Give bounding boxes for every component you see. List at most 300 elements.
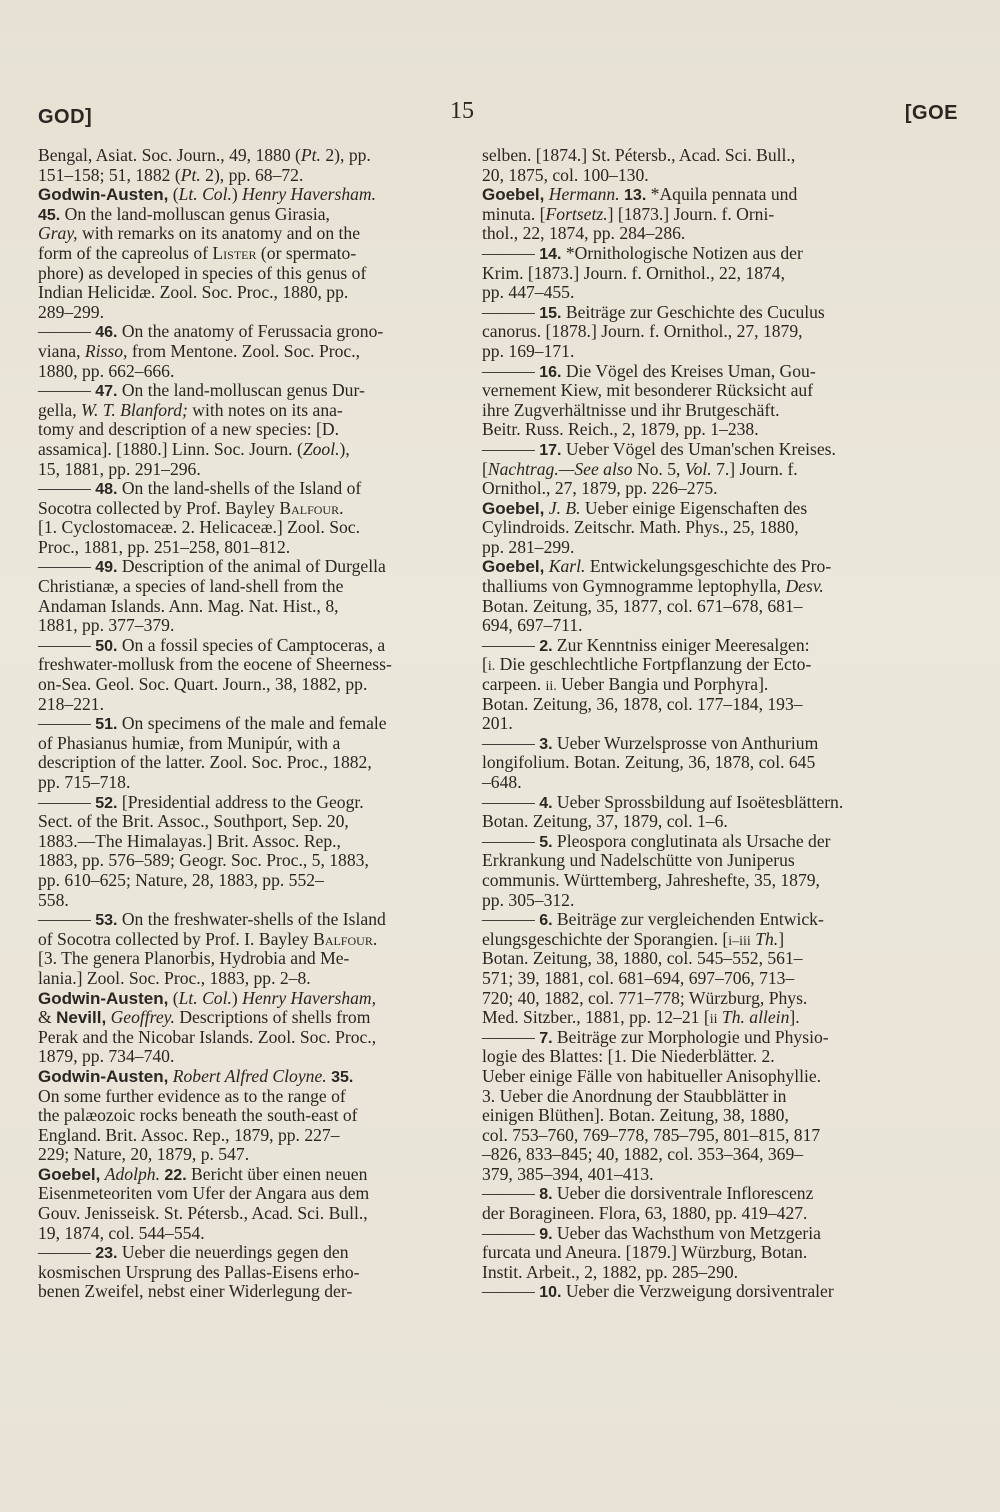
text-line [482, 1067, 910, 1087]
text-line [482, 1087, 910, 1107]
text-line [38, 1204, 466, 1224]
text-segment: tomy and description of a new species: [D. [38, 419, 339, 440]
text-segment: Robert Alfred Cloyne. [172, 1065, 327, 1086]
text-line [38, 1165, 466, 1185]
entry-number: 4. [539, 794, 553, 812]
text-line [482, 401, 910, 421]
text-line [38, 538, 466, 558]
text-line [482, 166, 910, 186]
text-line [38, 989, 466, 1009]
text-segment: Eisenmeteoriten vom Ufer der Angara aus dem [38, 1183, 370, 1204]
text-segment: Th. [755, 928, 779, 949]
header-right-guide: [GOE [904, 102, 958, 124]
text-segment: ——— [482, 1183, 540, 1204]
text-segment: ——— [482, 1222, 540, 1243]
page-number: 15 [450, 98, 474, 124]
text-segment: Beiträge zur Morphologie und Physio- [552, 1026, 829, 1047]
text-segment: of Socotra collected by Prof. I. Bayley [38, 928, 314, 949]
text-segment: ] [778, 928, 785, 949]
text-segment: 289–299. [38, 301, 104, 322]
text-line [38, 401, 466, 421]
text-line [38, 695, 466, 715]
text-line [482, 1204, 910, 1224]
text-line [38, 655, 466, 675]
text-segment: –826, 833–845; 40, 1882, col. 353–364, 369– [482, 1144, 804, 1165]
text-segment: 1881, pp. 377–379. [38, 615, 175, 636]
text-segment: col. 753–760, 769–778, 785–795, 801–815, 817 [482, 1124, 821, 1145]
text-line [38, 205, 466, 225]
text-segment: viana, [38, 340, 85, 361]
text-segment: ——— [482, 438, 540, 459]
author-name: Godwin-Austen, [38, 988, 169, 1008]
text-segment: 379, 385–394, 401–413. [482, 1163, 654, 1184]
text-segment: Pt. [180, 164, 201, 185]
text-segment: 694, 697–711. [482, 615, 583, 636]
text-line [38, 1028, 466, 1048]
text-segment: Ueber Wurzelsprosse von Anthurium [552, 732, 819, 753]
text-line [482, 303, 910, 323]
text-line [38, 1087, 466, 1107]
text-segment: Vol. [684, 458, 712, 479]
text-segment: ——— [38, 634, 96, 655]
text-segment: Die geschlechtliche Fortpflanzung der Ecto- [495, 654, 812, 675]
text-line [38, 616, 466, 636]
text-segment: No. 5, [632, 458, 685, 479]
text-line [482, 362, 910, 382]
entry-number: 3. [539, 735, 553, 753]
text-segment: kosmischen Ursprung des Pallas-Eisens erho- [38, 1261, 360, 1282]
text-segment: On the anatomy of Ferussacia grono- [117, 321, 384, 342]
text-segment: Botan. Zeitung, 36, 1878, col. 177–184, 193– [482, 693, 803, 714]
entry-number: 49. [95, 559, 118, 577]
text-segment: On the land-molluscan genus Dur- [117, 380, 365, 401]
text-segment: 1879, pp. 734–740. [38, 1046, 175, 1067]
text-segment: Gouv. Jenisseisk. St. Pétersb., Acad. Sci. Bull., [38, 1203, 368, 1224]
text-line [482, 851, 910, 871]
text-line [482, 930, 910, 950]
text-line [38, 851, 466, 871]
text-line [482, 714, 910, 734]
text-line [482, 557, 910, 577]
text-segment: ——— [482, 909, 540, 930]
text-segment: on-Sea. Geol. Soc. Quart. Journ., 38, 1882, pp. [38, 674, 368, 695]
text-segment: ——— [482, 830, 540, 851]
text-segment: ) [231, 184, 243, 205]
author-name: Goebel, [482, 498, 545, 518]
text-segment: Henry Haversham. [242, 184, 377, 205]
text-segment: Th. allein [721, 1007, 790, 1028]
text-segment: longifolium. Botan. Zeitung, 36, 1878, col. 645 [482, 752, 816, 773]
text-segment: Adolph. [104, 1163, 160, 1184]
text-line [482, 989, 910, 1009]
entry-number: 23. [95, 1245, 118, 1263]
text-segment: Botan. Zeitung, 38, 1880, col. 545–552, 561– [482, 948, 803, 969]
text-line [38, 1047, 466, 1067]
entry-number: 46. [95, 324, 118, 342]
text-segment: ) [231, 987, 243, 1008]
entry-number: 35. [331, 1068, 354, 1086]
text-segment: Balfour. [279, 497, 344, 518]
text-segment: ihre Zugverhältnisse und ihr Brutgeschäft. [482, 399, 780, 420]
entry-number: 22. [164, 1166, 187, 1184]
text-line [482, 675, 910, 695]
text-segment: ——— [482, 1026, 540, 1047]
text-segment: lania.] Zool. Soc. Proc., 1883, pp. 2–8. [38, 967, 311, 988]
text-segment: Lt. Col. [178, 184, 232, 205]
text-line [482, 949, 910, 969]
text-segment: Lister [212, 242, 257, 263]
text-line [482, 1224, 910, 1244]
text-line [38, 303, 466, 323]
text-line [482, 1126, 910, 1146]
text-segment: pp. 281–299. [482, 536, 575, 557]
entry-number: 9. [539, 1225, 553, 1243]
text-line [482, 753, 910, 773]
entry-number: 50. [95, 637, 118, 655]
entry-number: 51. [95, 716, 118, 734]
text-line [482, 460, 910, 480]
text-segment: [1. Cyclostomaceæ. 2. Helicaceæ.] Zool. Soc. [38, 517, 360, 538]
entry-number: 45. [38, 206, 61, 224]
text-line [38, 793, 466, 813]
text-segment: Ueber einige Eigenschaften des [580, 497, 808, 518]
text-segment: England. Brit. Assoc. Rep., 1879, pp. 227– [38, 1124, 340, 1145]
text-segment: –648. [482, 772, 522, 792]
text-line [38, 714, 466, 734]
text-line [482, 636, 910, 656]
text-line [482, 871, 910, 891]
entry-number: 7. [539, 1029, 553, 1047]
text-segment: furcata und Aneura. [1879.] Würzburg, Botan. [482, 1242, 808, 1263]
text-segment: ii [709, 1012, 718, 1028]
text-segment: the palæozoic rocks beneath the south-east of [38, 1105, 358, 1126]
text-segment: Andaman Islands. Ann. Mag. Nat. Hist., 8, [38, 595, 339, 616]
text-line [482, 381, 910, 401]
entry-number: 16. [539, 363, 562, 381]
text-line [482, 1263, 910, 1283]
text-segment: ——— [38, 321, 96, 342]
text-segment: 201. [482, 713, 513, 734]
text-segment: *Ornithologische Notizen aus der [561, 242, 803, 263]
text-line [482, 812, 910, 832]
text-segment: 218–221. [38, 693, 104, 714]
text-segment: ——— [482, 791, 540, 812]
text-segment: ——— [38, 556, 96, 577]
text-segment: Indian Helicidæ. Zool. Soc. Proc., 1880, pp. [38, 282, 349, 303]
text-segment: ——— [482, 360, 540, 381]
text-line [482, 1184, 910, 1204]
text-line [482, 440, 910, 460]
text-segment: Fortsetz. [545, 203, 608, 224]
text-segment: Risso, [84, 340, 128, 361]
text-segment: ——— [38, 1242, 96, 1263]
text-line [482, 342, 910, 362]
text-segment: ——— [38, 791, 96, 812]
text-line [482, 655, 910, 675]
entry-number: 14. [539, 245, 562, 263]
text-line [482, 205, 910, 225]
text-line [38, 1145, 466, 1165]
text-line [38, 244, 466, 264]
text-line [38, 440, 466, 460]
text-segment: 7.] Journ. f. [711, 458, 798, 479]
text-segment: benen Zweifel, nebst einer Widerlegung der- [38, 1281, 353, 1302]
text-line [482, 1282, 910, 1302]
text-segment: i–iii [728, 933, 751, 949]
text-segment: Proc., 1881, pp. 251–258, 801–812. [38, 536, 291, 557]
text-segment: Botan. Zeitung, 37, 1879, col. 1–6. [482, 811, 728, 832]
text-line [482, 695, 910, 715]
author-name: Nevill, [56, 1008, 107, 1028]
text-line [38, 420, 466, 440]
text-segment: pp. 715–718. [38, 772, 131, 792]
text-line [38, 1126, 466, 1146]
text-segment: Zur Kenntniss einiger Meeresalgen: [552, 634, 810, 655]
author-name: Godwin-Austen, [38, 1066, 169, 1086]
entry-number: 8. [539, 1186, 553, 1204]
text-line [38, 773, 466, 793]
text-line [482, 283, 910, 303]
text-segment: 19, 1874, col. 544–554. [38, 1222, 205, 1243]
text-line [482, 322, 910, 342]
text-segment: Beitr. Russ. Reich., 2, 1879, pp. 1–238. [482, 419, 759, 440]
text-line [38, 1224, 466, 1244]
text-line [482, 1145, 910, 1165]
text-line [482, 832, 910, 852]
text-segment: Ueber Sprossbildung auf Isoëtesblättern. [552, 791, 844, 812]
text-segment: ( [168, 184, 179, 205]
text-line [482, 1047, 910, 1067]
header-left-guide: GOD] [38, 106, 93, 128]
text-segment: Perak and the Nicobar Islands. Zool. Soc. Proc., [38, 1026, 377, 1047]
text-segment: Botan. Zeitung, 35, 1877, col. 671–678, 681– [482, 595, 803, 616]
text-line [38, 949, 466, 969]
text-segment: Pt. [300, 145, 321, 165]
text-segment: Descriptions of shells from [174, 1007, 371, 1028]
text-segment: thol., 22, 1874, pp. 284–286. [482, 223, 686, 244]
text-segment: Zool. [302, 438, 340, 459]
text-segment: [Presidential address to the Geogr. [117, 791, 364, 812]
text-segment: Description of the animal of Durgella [117, 556, 386, 577]
text-segment: [ [482, 458, 488, 479]
text-line [38, 734, 466, 754]
text-segment: Christianæ, a species of land-shell from the [38, 576, 344, 597]
text-segment: Ueber einige Fälle von habitueller Anisophyllie. [482, 1065, 822, 1086]
text-segment: 151–158; 51, 1882 ( [38, 164, 181, 185]
text-segment: Entwickelungsgeschichte des Pro- [585, 556, 832, 577]
text-segment: with notes on its ana- [187, 399, 343, 420]
text-line [482, 264, 910, 284]
text-segment: Karl. [548, 556, 586, 577]
running-header [38, 98, 958, 132]
text-segment: Erkrankung und Nadelschütte von Juniperus [482, 850, 795, 871]
text-segment: vernement Kiew, mit besonderer Rücksicht auf [482, 380, 814, 401]
text-segment: On the freshwater-shells of the Island [117, 909, 386, 930]
text-segment: Die Vögel des Kreises Uman, Gou- [561, 360, 816, 381]
text-segment: [3. The genera Planorbis, Hydrobia and Me- [38, 948, 350, 969]
text-line [482, 577, 910, 597]
entry-number: 52. [95, 794, 118, 812]
text-line [38, 891, 466, 911]
author-name: Goebel, [38, 1164, 101, 1184]
text-line [482, 616, 910, 636]
entry-number: 6. [539, 912, 553, 930]
text-segment: Pleospora conglutinata als Ursache der [552, 830, 831, 851]
text-segment: On the land-molluscan genus Girasia, [60, 203, 330, 224]
text-segment: On specimens of the male and female [117, 713, 387, 734]
text-segment: form of the capreolus of [38, 242, 213, 263]
text-line [38, 753, 466, 773]
text-line [38, 185, 466, 205]
text-segment: i. [487, 659, 496, 675]
text-segment: gella, [38, 399, 81, 420]
text-segment: with remarks on its anatomy and on the [77, 223, 361, 244]
text-segment: selben. [1874.] St. Pétersb., Acad. Sci. Bull., [482, 145, 796, 165]
text-segment: carpeen. [482, 674, 546, 695]
text-segment: ——— [38, 380, 96, 401]
text-segment: canorus. [1878.] Journ. f. Ornithol., 27, 1879, [482, 321, 803, 342]
entry-number: 48. [95, 481, 118, 499]
text-line [482, 597, 910, 617]
text-line [38, 342, 466, 362]
text-segment: 1880, pp. 662–666. [38, 360, 175, 381]
text-line [38, 283, 466, 303]
text-line [38, 1282, 466, 1302]
text-line [38, 518, 466, 538]
text-segment: Beiträge zur vergleichenden Entwick- [552, 909, 824, 930]
text-line [38, 675, 466, 695]
text-segment: Balfour. [313, 928, 378, 949]
entry-number: 47. [95, 383, 118, 401]
text-line [38, 1263, 466, 1283]
text-line [38, 832, 466, 852]
text-segment: ——— [482, 732, 540, 753]
text-line [482, 146, 910, 166]
entry-number: 53. [95, 912, 118, 930]
text-segment: 1883, pp. 576–589; Geogr. Soc. Proc., 5, 1883, [38, 850, 369, 871]
text-segment: assamica]. [1880.] Linn. Soc. Journ. ( [38, 438, 303, 459]
author-name: Goebel, [482, 557, 545, 577]
text-line [38, 146, 466, 166]
text-segment: (or spermato- [256, 242, 357, 263]
text-segment: Beiträge zur Geschichte des Cuculus [561, 301, 825, 322]
author-name: Godwin-Austen, [38, 185, 169, 205]
text-segment: Lt. Col. [178, 987, 232, 1008]
entry-number: 17. [539, 441, 562, 459]
text-segment: Gray, [38, 223, 78, 244]
text-segment: On the land-shells of the Island of [117, 478, 362, 499]
text-line [482, 479, 910, 499]
text-segment: ii. [545, 679, 557, 695]
text-line [38, 362, 466, 382]
entry-number: 13. [624, 187, 647, 205]
text-line [482, 499, 910, 519]
text-line [38, 224, 466, 244]
text-line [482, 518, 910, 538]
text-segment: 2), pp. 68–72. [200, 164, 304, 185]
text-segment: Krim. [1873.] Journ. f. Ornithol., 22, 1874, [482, 262, 785, 283]
text-segment: 2), pp. [320, 145, 371, 165]
text-segment: freshwater-mollusk from the eocene of Sheerness- [38, 654, 392, 675]
text-segment: pp. 610–625; Nature, 28, 1883, pp. 552– [38, 869, 324, 890]
entry-number: 2. [539, 637, 553, 655]
text-line [482, 1165, 910, 1185]
text-segment: 571; 39, 1881, col. 681–694, 697–706, 713– [482, 967, 795, 988]
text-line [482, 773, 910, 793]
text-line [38, 1106, 466, 1126]
text-line [38, 381, 466, 401]
text-segment: minuta. [ [482, 203, 546, 224]
text-line [482, 1243, 910, 1263]
text-line [482, 420, 910, 440]
text-segment: logie des Blattes: [1. Die Niederblätter. 2. [482, 1046, 775, 1067]
text-segment: W. T. Blanford; [81, 399, 188, 420]
text-segment: Hermann. [548, 184, 620, 205]
text-line [482, 910, 910, 930]
text-line [38, 1067, 466, 1087]
left-column [38, 146, 466, 1302]
text-segment: Ueber Vögel des Uman'schen Kreises. [561, 438, 836, 459]
text-segment: Socotra collected by Prof. Bayley [38, 497, 280, 518]
text-segment: ), [339, 438, 350, 459]
text-line [38, 166, 466, 186]
text-line [38, 597, 466, 617]
text-line [482, 969, 910, 989]
text-segment: 720; 40, 1882, col. 771–778; Würzburg, Phys. [482, 987, 808, 1008]
text-segment: Ueber Bangia und Porphyra]. [556, 674, 769, 695]
text-segment: Bericht über einen neuen [186, 1163, 368, 1184]
text-segment: 558. [38, 889, 69, 910]
text-line [482, 244, 910, 264]
text-segment: pp. 169–171. [482, 340, 575, 361]
text-segment: Cylindroids. Zeitschr. Math. Phys., 25, 1880, [482, 517, 799, 538]
text-segment: ——— [482, 1281, 540, 1302]
text-line [38, 969, 466, 989]
text-segment: description of the latter. Zool. Soc. Proc., 1882, [38, 752, 372, 773]
text-line [482, 734, 910, 754]
text-segment: [ [482, 654, 488, 675]
text-segment: 3. Ueber die Anordnung der Staubblätter in [482, 1085, 787, 1106]
author-name: Goebel, [482, 185, 545, 205]
text-line [38, 636, 466, 656]
text-line [38, 499, 466, 519]
text-segment: der Boragineen. Flora, 63, 1880, pp. 419–427. [482, 1203, 808, 1224]
text-line [482, 185, 910, 205]
text-segment: Med. Sitzber., 1881, pp. 12–21 [ [482, 1007, 710, 1028]
text-segment: ——— [482, 634, 540, 655]
text-line [38, 1243, 466, 1263]
text-segment: *Aquila pennata und [646, 184, 798, 205]
text-line [38, 910, 466, 930]
text-segment: ——— [482, 301, 540, 322]
entry-number: 10. [539, 1284, 562, 1302]
text-line [38, 322, 466, 342]
text-segment: Bengal, Asiat. Soc. Journ., 49, 1880 ( [38, 145, 301, 165]
text-segment: phore) as developed in species of this genus of [38, 262, 367, 283]
text-line [38, 460, 466, 480]
text-segment: ——— [38, 909, 96, 930]
text-segment: ——— [482, 242, 540, 263]
text-line [482, 1008, 910, 1028]
text-line [482, 1028, 910, 1048]
entry-number: 15. [539, 304, 562, 322]
text-segment: einigen Blüthen]. Botan. Zeitung, 38, 1880, [482, 1105, 789, 1126]
text-line [38, 577, 466, 597]
text-line [38, 812, 466, 832]
text-segment: Sect. of the Brit. Assoc., Southport, Sep. 20, [38, 811, 349, 832]
text-segment: elungsgeschichte der Sporangien. [ [482, 928, 729, 949]
entry-number: 5. [539, 833, 553, 851]
